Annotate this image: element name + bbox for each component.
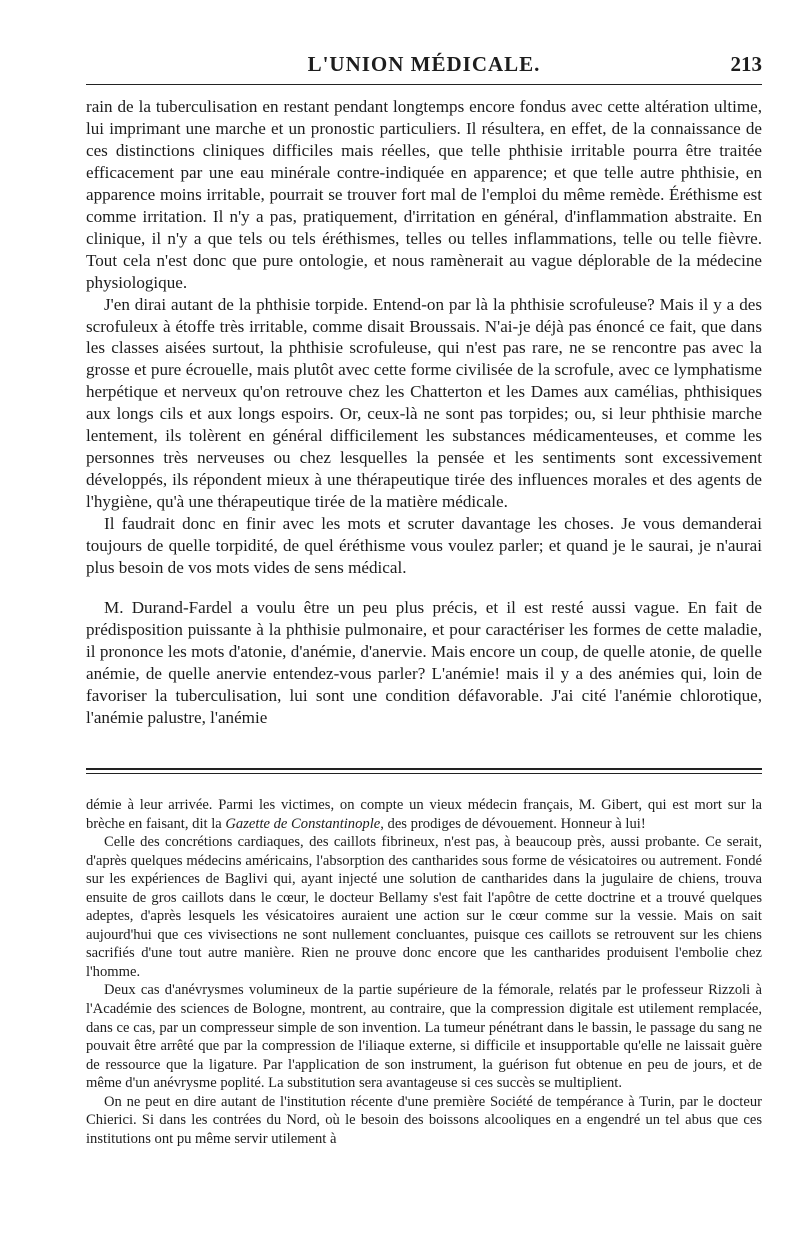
main-text bbox=[86, 96, 762, 729]
paragraph: J'en dirai autant de la phthisie torpide. Entend-on par là la phthisie scrofuleuse? Mais il y a des scrofuleux à étoffe très irritable, comme disait Broussais. N'ai-je déjà pas énoncé ce fait, que dans les classes aisées surtout, la phthisie scrofuleuse, qui n'est pas rare, ne se rencontre pas avec la grosse et pure écrouelle, mais plutôt avec cette forme civilisée de la scrofule, avec ce lymphatisme herpétique et nerveux qu'on retrouve chez les Chatterton et les Dames aux camélias, phthisiques aux longs cils et aux longs espoirs. Or, ceux-là ne sont pas torpides; ou, si leur phthisie marche lentement, ils tolèrent en général difficilement les substances médicamenteuses, et comme les personnes très nerveuses ou chez lesquelles la pensée et les sentiments sont excessivement développés, ils répondent mieux à une thérapeutique tirée des influences morales et des agents de l'hygiène, qu'à une thérapeutique tirée de la matière médicale. bbox=[86, 294, 762, 512]
text-run: , des prodiges de dévouement. Honneur à lui! bbox=[380, 815, 646, 832]
paragraph: Celle des concrétions cardiaques, des caillots fibrineux, n'est pas, à beaucoup près, aussi probante. Ce serait, d'après quelques médecins américains, l'absorption des cantharides sous forme de vésicatoires ou autrement. Fondé sur les expériences de Baglivi qui, ayant injecté une solution de cantharides dans la jugulaire de chiens, trouva ensuite de gros caillots dans le cœur, le docteur Bellamy s'est fait l'apôtre de cette doctrine et a trouvé quelques adeptes, d'après lesquels les vésicatoires auraient une action sur le cœur comme sur la vessie. Mais on sait aujourd'hui que ces vivisections ne sont nullement concluantes, puisque ces caillots se retrouvent sur les chiens sacrifiés d'une tout autre manière. Rien ne prouve donc encore que les cantharides produisent l'embolie chez l'homme. bbox=[86, 834, 762, 980]
header-rule bbox=[86, 84, 762, 85]
feuilleton-text bbox=[86, 796, 762, 1148]
footnote-separator-thick bbox=[86, 768, 762, 770]
paragraph bbox=[86, 796, 762, 833]
paragraph: On ne peut en dire autant de l'institution récente d'une première Société de tempérance à Turin, par le docteur Chierici. Si dans les contrées du Nord, où le besoin des boissons alcooliques en a engendré un tel abus que ces institutions ont pu même servir utilement à bbox=[86, 1093, 762, 1147]
footnote-separator-thin bbox=[86, 773, 762, 774]
running-head: L'UNION MÉDICALE. bbox=[307, 52, 541, 76]
paragraph: Deux cas d'anévrysmes volumineux de la partie supérieure de la fémorale, relatés par le professeur Rizzoli à l'Académie des sciences de Bologne, montrent, au contraire, que la compression digitale est utilement remplacée, dans ce cas, par un compresseur simple de son invention. La tumeur pénétrant dans le bassin, le passage du sang ne pouvait être arrêté que par la compression de l'iliaque externe, si difficile et insupportable qu'elle ne laissait guère de ressource que la ligature. Par l'application de son instrument, la guérison fut obtenue en peu de jours, et de même d'un anévrysme poplité. La substitution sera avantageuse si ces succès se multiplient. bbox=[86, 982, 762, 1092]
page-number: 213 bbox=[730, 52, 762, 76]
journal-title: Gazette de Constantinople bbox=[225, 815, 381, 832]
paragraph: rain de la tuberculisation en restant pendant longtemps encore fondus avec cette altération ultime, lui imprimant une marche et un pronostic particuliers. Il résultera, en effet, de la connaissance de ces distinctions cliniques difficiles mais réelles, que telle phthisie irritable pourra être traitée efficacement par une eau minérale contre-indiquée en apparence; et que telle autre phthisie, en apparence moins irritable, pourrait se trouver fort mal de l'emploi du même remède. Éréthisme est comme irritation. Il n'y a pas, pratiquement, d'irritation en général, d'inflammation abstraite. En clinique, il n'y a que tels ou tels éréthismes, telles ou telles inflammations, telle ou telle fièvre. Tout cela n'est donc que pure ontologie, et nous ramènerait au vague déplorable de la médecine physiologique. bbox=[86, 97, 762, 292]
text-run: démie à leur arrivée. Parmi les victimes, on compte un vieux médecin français, M. Gibert, qui est mort sur la brèche en faisant, dit la bbox=[86, 797, 762, 832]
paragraph: Il faudrait donc en finir avec les mots et scruter davantage les choses. Je vous demanderai toujours de quelle torpidité, de quel éréthisme vous voulez parler; et quand je le saurai, je n'aurai plus besoin de vos mots vides de sens médical. bbox=[86, 514, 762, 578]
paragraph: M. Durand-Fardel a voulu être un peu plus précis, et il est resté aussi vague. En fait de prédisposition puissante à la phthisie pulmonaire, et pour caractériser les formes de cette maladie, il prononce les mots d'atonie, d'anémie, d'anervie. Mais encore un coup, de quelle atonie, de quelle anémie, de quelle anervie entendez-vous parler? L'anémie! mais il y a des anémies qui, loin de favoriser la tuberculisation, lui sont une condition défavorable. J'ai cité l'anémie chlorotique, l'anémie palustre, l'anémie bbox=[86, 597, 762, 727]
page-header bbox=[86, 52, 762, 82]
